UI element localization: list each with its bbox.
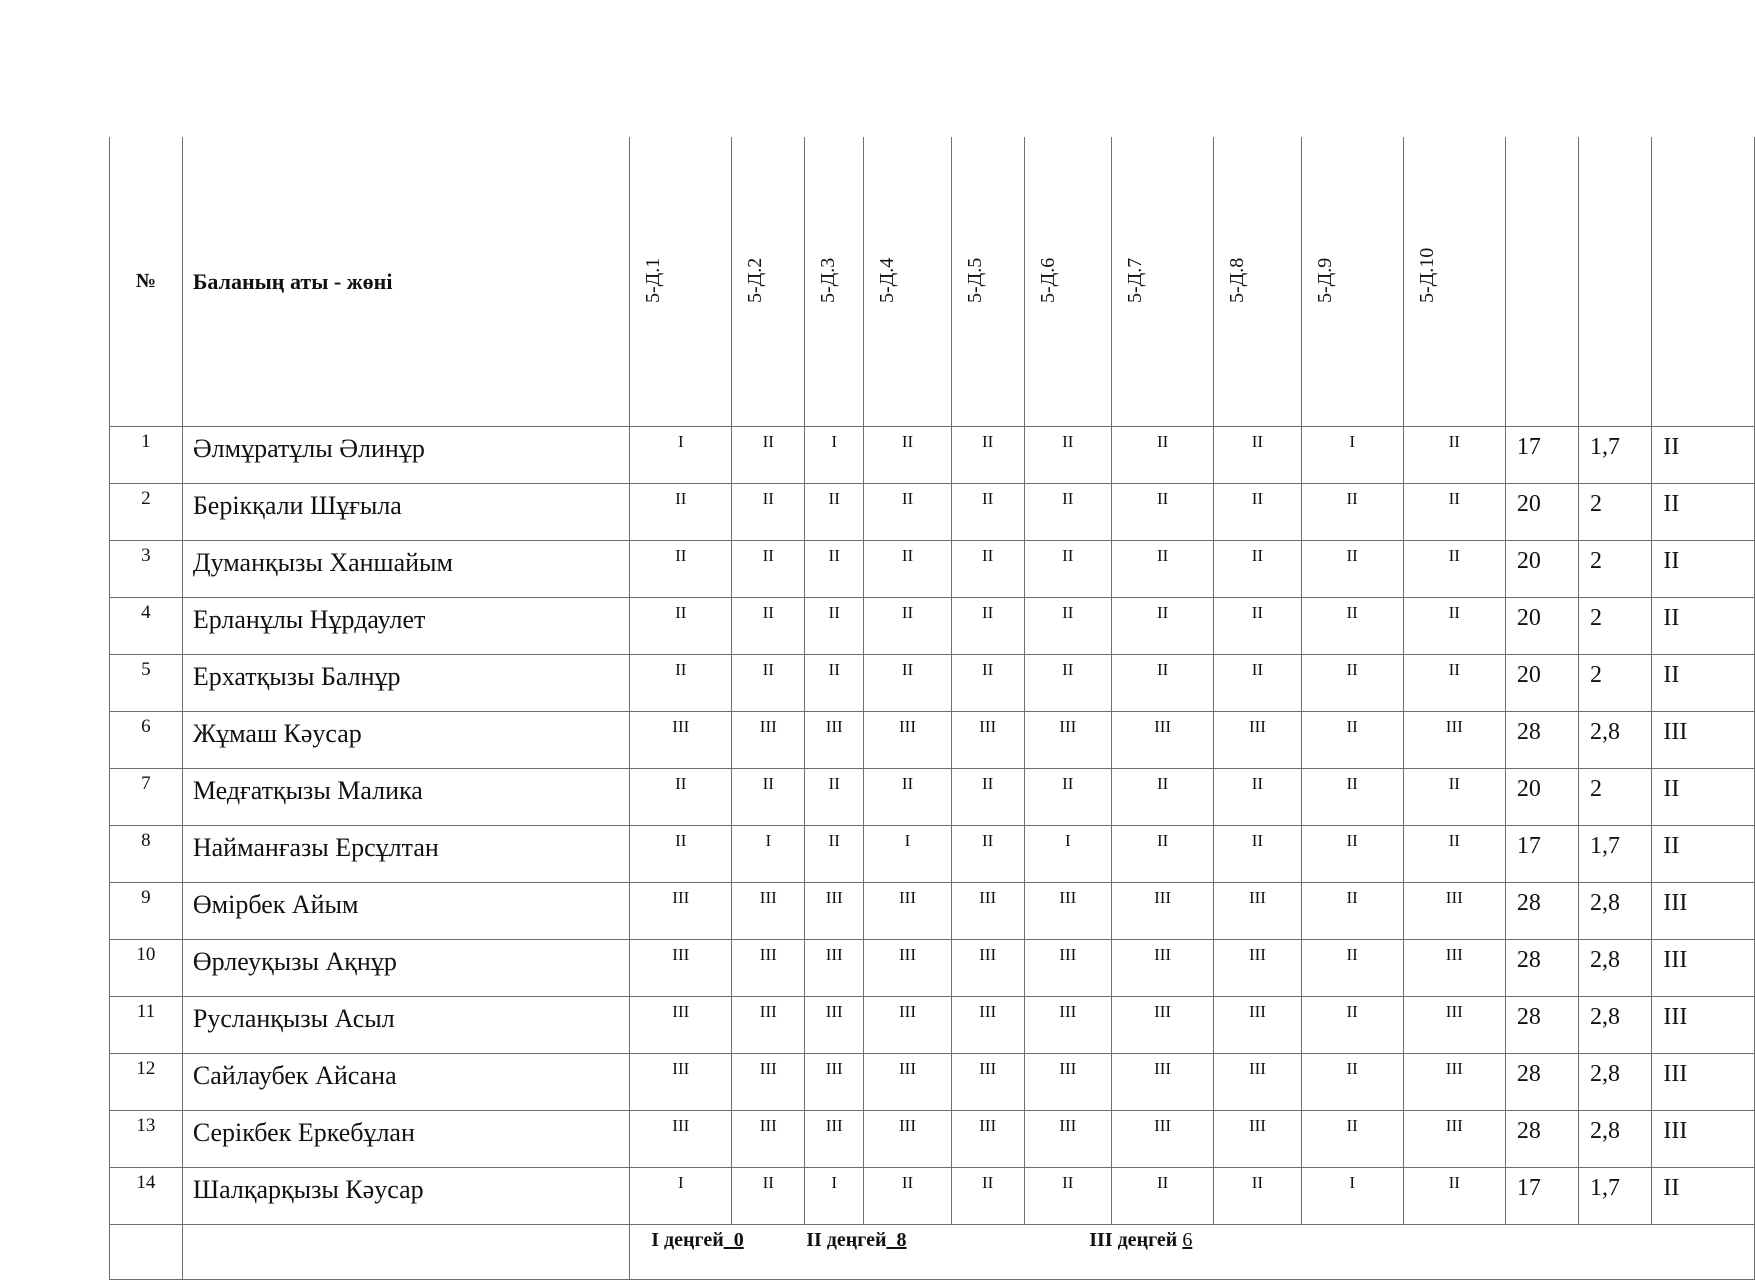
task-level-cell: II [951,427,1024,484]
task-level-cell: II [732,1168,805,1225]
average-score: 2 [1579,655,1652,712]
overall-level: III [1652,940,1755,997]
task-level-cell: II [805,826,864,883]
total-score: 20 [1505,541,1578,598]
header-task-label: 5-Д.4 [876,257,899,303]
student-name: Медғатқызы Малика [182,769,629,826]
header-task [1403,137,1505,427]
row-number: 8 [110,826,183,883]
total-score: 20 [1505,769,1578,826]
task-level-cell: II [630,598,732,655]
table-row [110,1054,1755,1111]
total-score: 28 [1505,883,1578,940]
task-level-cell: II [1112,1168,1214,1225]
task-level-cell: III [805,712,864,769]
header-task-label: 5-Д.8 [1226,257,1249,303]
task-level-cell: II [864,427,951,484]
task-level-cell: III [732,1054,805,1111]
task-level-cell: II [951,1168,1024,1225]
task-level-cell: II [1301,826,1403,883]
task-level-cell: III [1403,712,1505,769]
overall-level: II [1652,427,1755,484]
task-level-cell: II [864,1168,951,1225]
task-level-cell: III [1112,940,1214,997]
task-level-cell: III [864,1054,951,1111]
overall-level: III [1652,1111,1755,1168]
task-level-cell: III [805,1054,864,1111]
average-score: 1,7 [1579,427,1652,484]
task-level-cell: II [951,484,1024,541]
header-task [1024,137,1111,427]
task-level-cell: I [1301,427,1403,484]
task-level-cell: III [1024,997,1111,1054]
task-level-cell: II [1301,769,1403,826]
header-task [864,137,951,427]
task-level-cell: III [1112,997,1214,1054]
task-level-cell: III [630,883,732,940]
row-number: 11 [110,997,183,1054]
task-level-cell: III [951,997,1024,1054]
header-task-label: 5-Д.6 [1036,257,1059,303]
task-level-cell: II [864,598,951,655]
row-number: 3 [110,541,183,598]
task-level-cell: I [805,427,864,484]
level-summary [630,1225,1755,1280]
task-level-cell: III [805,883,864,940]
header-task-label: 5-Д.7 [1124,257,1147,303]
task-level-cell: III [864,883,951,940]
header-task-label: 5-Д.2 [744,257,767,303]
row-number: 13 [110,1111,183,1168]
row-number: 9 [110,883,183,940]
task-level-cell: II [1024,1168,1111,1225]
table-row [110,1168,1755,1225]
task-level-cell: II [1112,826,1214,883]
task-level-cell: II [1403,1168,1505,1225]
student-name: Ерхатқызы Балнұр [182,655,629,712]
task-level-cell: III [732,712,805,769]
summary-row [110,1225,1755,1280]
task-level-cell: II [732,541,805,598]
task-level-cell: I [805,1168,864,1225]
task-level-cell: II [1301,997,1403,1054]
task-level-cell: II [1301,655,1403,712]
task-level-cell: II [805,769,864,826]
task-level-cell: III [1403,883,1505,940]
student-name: Әлмұратұлы Әлинұр [182,427,629,484]
header-task-label: 5-Д.1 [642,257,665,303]
task-level-cell: II [732,598,805,655]
row-number: 6 [110,712,183,769]
total-score: 28 [1505,997,1578,1054]
task-level-cell: II [732,427,805,484]
average-score: 2 [1579,541,1652,598]
total-score: 20 [1505,598,1578,655]
summary-blank-cell [110,1225,183,1280]
table-row [110,997,1755,1054]
average-score: 2,8 [1579,1054,1652,1111]
task-level-cell: III [630,997,732,1054]
task-level-cell: III [805,997,864,1054]
overall-level: II [1652,484,1755,541]
task-level-cell: II [1024,655,1111,712]
average-score: 2 [1579,769,1652,826]
table-row [110,712,1755,769]
header-task-label: 5-Д.10 [1415,247,1438,303]
task-level-cell: II [864,541,951,598]
task-level-cell: III [630,712,732,769]
overall-level: III [1652,997,1755,1054]
header-average [1579,137,1652,427]
average-score: 2,8 [1579,997,1652,1054]
task-level-cell: II [951,769,1024,826]
overall-level: III [1652,883,1755,940]
overall-level: II [1652,541,1755,598]
task-level-cell: II [951,598,1024,655]
task-level-cell: II [630,541,732,598]
task-level-cell: II [1112,598,1214,655]
table-row [110,541,1755,598]
task-level-cell: II [864,484,951,541]
task-level-cell: II [732,769,805,826]
task-level-cell: III [1024,1054,1111,1111]
overall-level: III [1652,1054,1755,1111]
task-level-cell: III [1214,940,1301,997]
average-score: 1,7 [1579,1168,1652,1225]
header-task-label: 5-Д.3 [817,257,840,303]
task-level-cell: III [951,940,1024,997]
task-level-cell: II [1403,598,1505,655]
average-score: 2 [1579,484,1652,541]
task-level-cell: II [732,655,805,712]
task-level-cell: II [1301,598,1403,655]
table-row [110,598,1755,655]
task-level-cell: I [630,1168,732,1225]
task-level-cell: III [732,940,805,997]
header-number: № [110,137,183,427]
task-level-cell: II [1112,427,1214,484]
task-level-cell: III [732,1111,805,1168]
assessment-table [109,137,1755,1280]
summary-blank-cell [182,1225,629,1280]
student-name: Найманғазы Ерсұлтан [182,826,629,883]
row-number: 12 [110,1054,183,1111]
task-level-cell: III [951,883,1024,940]
row-number: 2 [110,484,183,541]
task-level-cell: II [951,541,1024,598]
table-row [110,655,1755,712]
student-name: Өрлеуқызы Ақнұр [182,940,629,997]
total-score: 17 [1505,427,1578,484]
student-name: Жұмаш Кәусар [182,712,629,769]
task-level-cell: II [805,655,864,712]
task-level-cell: II [1214,598,1301,655]
task-level-cell: III [1024,1111,1111,1168]
task-level-cell: II [630,484,732,541]
header-task [1112,137,1214,427]
total-score: 20 [1505,655,1578,712]
task-level-cell: III [1403,940,1505,997]
header-task [1214,137,1301,427]
task-level-cell: II [1301,1054,1403,1111]
task-level-cell: II [1301,940,1403,997]
task-level-cell: II [1112,484,1214,541]
header-task-label: 5-Д.5 [963,257,986,303]
overall-level: II [1652,826,1755,883]
task-level-cell: II [1301,1111,1403,1168]
row-number: 14 [110,1168,183,1225]
task-level-cell: II [1301,883,1403,940]
total-score: 20 [1505,484,1578,541]
header-task-label: 5-Д.9 [1313,257,1336,303]
average-score: 2,8 [1579,1111,1652,1168]
task-level-cell: III [951,1054,1024,1111]
task-level-cell: II [1403,655,1505,712]
task-level-cell: II [630,826,732,883]
task-level-cell: III [805,1111,864,1168]
student-name: Русланқызы Асыл [182,997,629,1054]
task-level-cell: III [951,712,1024,769]
task-level-cell: II [1024,769,1111,826]
table-row [110,940,1755,997]
task-level-cell: I [732,826,805,883]
header-task [805,137,864,427]
task-level-cell: II [1024,484,1111,541]
average-score: 2,8 [1579,712,1652,769]
task-level-cell: II [1024,427,1111,484]
row-number: 10 [110,940,183,997]
task-level-cell: II [630,655,732,712]
task-level-cell: II [1112,541,1214,598]
task-level-cell: III [864,1111,951,1168]
task-level-cell: III [630,940,732,997]
student-name: Берікқали Шұғыла [182,484,629,541]
task-level-cell: II [1301,484,1403,541]
header-task [630,137,732,427]
student-name: Думанқызы Ханшайым [182,541,629,598]
task-level-cell: III [864,940,951,997]
overall-level: III [1652,712,1755,769]
task-level-cell: III [1024,712,1111,769]
student-name: Өмірбек Айым [182,883,629,940]
overall-level: II [1652,598,1755,655]
header-total [1505,137,1578,427]
task-level-cell: III [732,997,805,1054]
student-name: Серікбек Еркебұлан [182,1111,629,1168]
task-level-cell: III [864,712,951,769]
table-row [110,484,1755,541]
task-level-cell: III [1403,997,1505,1054]
task-level-cell: II [1024,598,1111,655]
student-name: Ерланұлы Нұрдаулет [182,598,629,655]
task-level-cell: II [1112,655,1214,712]
task-level-cell: II [1403,826,1505,883]
average-score: 2,8 [1579,940,1652,997]
header-level [1652,137,1755,427]
header-task [951,137,1024,427]
table-row [110,1111,1755,1168]
row-number: 7 [110,769,183,826]
task-level-cell: II [1301,541,1403,598]
task-level-cell: III [1214,883,1301,940]
header-task [732,137,805,427]
summary-label: I деңгей [651,1229,724,1251]
task-level-cell: II [805,598,864,655]
overall-level: II [1652,769,1755,826]
task-level-cell: II [805,484,864,541]
table-row [110,769,1755,826]
overall-level: II [1652,655,1755,712]
task-level-cell: II [1403,427,1505,484]
task-level-cell: III [1403,1054,1505,1111]
table-row [110,883,1755,940]
task-level-cell: II [1301,712,1403,769]
total-score: 28 [1505,1054,1578,1111]
task-level-cell: II [1403,769,1505,826]
task-level-cell: III [1214,1054,1301,1111]
total-score: 28 [1505,940,1578,997]
header-name: Баланың аты - жөні [182,137,629,427]
total-score: 28 [1505,1111,1578,1168]
student-name: Сайлаубек Айсана [182,1054,629,1111]
task-level-cell: III [1112,883,1214,940]
average-score: 2 [1579,598,1652,655]
table-row [110,826,1755,883]
task-level-cell: III [732,883,805,940]
task-level-cell: III [1214,1111,1301,1168]
row-number: 1 [110,427,183,484]
task-level-cell: II [951,826,1024,883]
task-level-cell: III [1112,1111,1214,1168]
task-level-cell: III [1214,712,1301,769]
summary-value: _0 [723,1229,744,1251]
task-level-cell: III [1024,940,1111,997]
summary-value: 6 [1182,1229,1193,1251]
total-score: 28 [1505,712,1578,769]
row-number: 5 [110,655,183,712]
row-number: 4 [110,598,183,655]
task-level-cell: III [864,997,951,1054]
task-level-cell: II [864,769,951,826]
task-level-cell: I [1024,826,1111,883]
task-level-cell: II [1214,826,1301,883]
task-level-cell: II [805,541,864,598]
task-level-cell: II [1214,484,1301,541]
task-level-cell: II [1214,427,1301,484]
overall-level: II [1652,1168,1755,1225]
task-level-cell: II [630,769,732,826]
task-level-cell: II [1214,1168,1301,1225]
header-row [110,137,1755,427]
table-row [110,427,1755,484]
average-score: 2,8 [1579,883,1652,940]
task-level-cell: III [1403,1111,1505,1168]
task-level-cell: II [1403,484,1505,541]
task-level-cell: II [951,655,1024,712]
header-task [1301,137,1403,427]
task-level-cell: III [1024,883,1111,940]
summary-label: II деңгей [806,1229,887,1251]
task-level-cell: I [630,427,732,484]
student-name: Шалқарқызы Кәусар [182,1168,629,1225]
task-level-cell: III [1214,997,1301,1054]
average-score: 1,7 [1579,826,1652,883]
task-level-cell: II [1214,655,1301,712]
task-level-cell: III [1112,1054,1214,1111]
task-level-cell: III [805,940,864,997]
summary-value: _8 [886,1229,907,1251]
task-level-cell: II [864,655,951,712]
total-score: 17 [1505,826,1578,883]
task-level-cell: III [630,1054,732,1111]
summary-label: III деңгей [1089,1229,1178,1251]
task-level-cell: III [951,1111,1024,1168]
task-level-cell: III [630,1111,732,1168]
task-level-cell: I [864,826,951,883]
total-score: 17 [1505,1168,1578,1225]
task-level-cell: II [732,484,805,541]
task-level-cell: II [1214,541,1301,598]
task-level-cell: II [1024,541,1111,598]
task-level-cell: III [1112,712,1214,769]
task-level-cell: I [1301,1168,1403,1225]
task-level-cell: II [1214,769,1301,826]
task-level-cell: II [1403,541,1505,598]
task-level-cell: II [1112,769,1214,826]
